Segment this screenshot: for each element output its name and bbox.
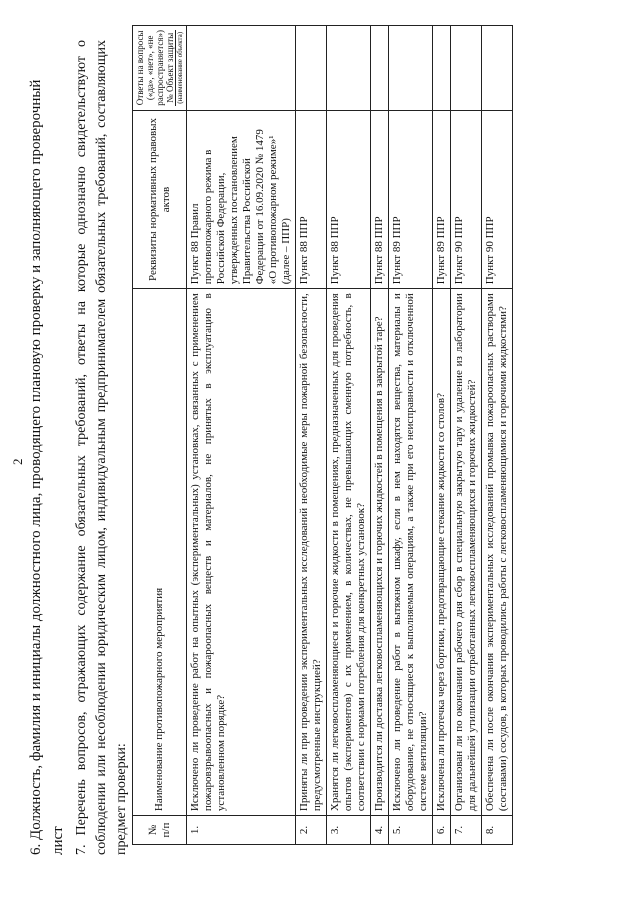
row-desc: Исключена ли протечка через бортики, предотвращающие стекание жидкости со столов? xyxy=(433,289,451,816)
row-req: Пункт 88 ППР xyxy=(371,110,389,289)
row-answer-cell[interactable] xyxy=(433,26,451,111)
table-row xyxy=(389,26,433,845)
row-num: 5. xyxy=(389,816,433,845)
page-number: 2 xyxy=(10,458,25,465)
table-row xyxy=(296,26,327,845)
row-desc: Исключено ли проведение работ на опытных (экспериментальных) установках, связанных с применением пожаровзрывоопасных и пожароопасных веществ и материалов, не принятых в эксплуатацию в установленном порядке? xyxy=(187,289,296,816)
row-answer-cell[interactable] xyxy=(371,26,389,111)
table-row xyxy=(451,26,482,845)
section-7-text: 7. Перечень вопросов, отражающих содержание обязательных требований, ответы на которые однозначно свидетельствуют о соблюдении или несоблюдении юридическим лицом, индивидуальным предпринимателем обязательных требований, составляющих предмет проверки: xyxy=(74,40,129,855)
header-obj-label: Объект защиты xyxy=(165,32,175,93)
row-answer-cell[interactable] xyxy=(187,26,296,111)
row-num: 8. xyxy=(482,816,513,845)
row-desc: Производится ли доставка легковоспламеняющихся и горючих жидкостей в помещения в закрытой таре? xyxy=(371,289,389,816)
table-row xyxy=(371,26,389,845)
row-num: 3. xyxy=(327,816,371,845)
row-req: Пункт 88 Правил противопожарного режима в Российской Федерации, утвержденных постановлением Правительства Российской Федерации от 16.09.2020 № 1479 «О противопожарном режиме»¹ (далее – ППР) xyxy=(187,110,296,289)
row-req: Пункт 88 ППР xyxy=(327,110,371,289)
row-req: Пункт 89 ППР xyxy=(433,110,451,289)
row-desc: Исключено ли проведение работ в вытяжном шкафу, если в нем находятся вещества, материалы и оборудование, не относящиеся к выполняемым операциям, а также при его неисправности и отключенной системе вентиляции? xyxy=(389,289,433,816)
table-header-row xyxy=(133,26,187,845)
row-num: 2. xyxy=(296,816,327,845)
table-row xyxy=(187,26,296,845)
row-req: Пункт 89 ППР xyxy=(389,110,433,289)
header-answers xyxy=(133,26,187,111)
header-object xyxy=(165,30,175,106)
table-row xyxy=(433,26,451,845)
row-req: Пункт 90 ППР xyxy=(451,110,482,289)
row-num: 6. xyxy=(433,816,451,845)
header-req: Реквизиты нормативных правовых актов xyxy=(133,110,187,289)
header-obj-name: (наименование объекта) xyxy=(176,31,184,104)
row-req: Пункт 90 ППР xyxy=(482,110,513,289)
section-6-line2: лист xyxy=(50,826,66,855)
row-desc: Обеспечена ли после окончания экспериментальных исследований промывка пожароопасных растворами (составами) сосудов, в которых проводились работы с легковоспламеняющимися и горючими жидкостями? xyxy=(482,289,513,816)
header-desc: Наименование противопожарного мероприятия xyxy=(133,289,187,816)
table-row xyxy=(327,26,371,845)
row-answer-cell[interactable] xyxy=(451,26,482,111)
row-answer-cell[interactable] xyxy=(296,26,327,111)
row-num: 7. xyxy=(451,816,482,845)
table-row xyxy=(482,26,513,845)
row-answer-cell[interactable] xyxy=(327,26,371,111)
section-6-line1: 6. Должность, фамилия и инициалы должностного лица, проводящего плановую проверку и заполняющего проверочный xyxy=(28,79,44,855)
row-req: Пункт 88 ППР xyxy=(296,110,327,289)
row-desc: Организован ли по окончании рабочего дня сбор в специальную закрытую тару и удаление из лаборатории для дальнейшей утилизации отработанных легковоспламеняющихся и горючих жидкостей? xyxy=(451,289,482,816)
header-num: № п/п xyxy=(133,816,187,845)
header-obj-num: № xyxy=(165,94,175,103)
row-desc: Хранятся ли легковоспламеняющиеся и горючие жидкости в помещениях, предназначенных для проведения опытов (экспериментов) с их применением, в количествах, не превышающих сменную потребность, в соответствии с нормами потребления для конкретных установок? xyxy=(327,289,371,816)
checklist-table xyxy=(132,25,513,845)
row-answer-cell[interactable] xyxy=(482,26,513,111)
row-desc: Приняты ли при проведении экспериментальных исследований необходимые меры пожарной безопасности, предусмотренные инструкцией? xyxy=(296,289,327,816)
header-answers-label: Ответы на вопросы («да», «нет», «не распространяется») xyxy=(135,30,165,106)
row-answer-cell[interactable] xyxy=(389,26,433,111)
row-num: 1. xyxy=(187,816,296,845)
row-num: 4. xyxy=(371,816,389,845)
